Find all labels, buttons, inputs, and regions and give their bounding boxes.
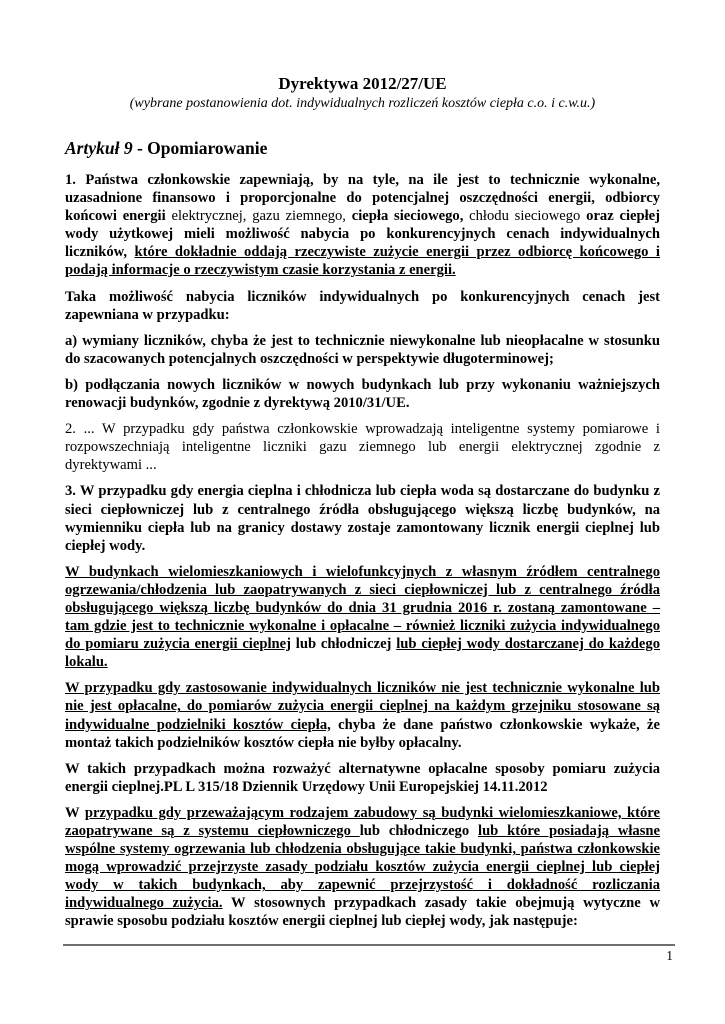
paragraph (65, 420, 660, 474)
paragraph (65, 563, 660, 672)
text-run: lub chłodniczej (290, 636, 397, 653)
text-run: W (65, 804, 85, 821)
paragraph (65, 171, 660, 280)
paragraph (65, 679, 660, 751)
document-body (65, 171, 660, 931)
footer-rule (63, 944, 675, 946)
text-run: 2. ... W przypadku gdy państwa członkowskie wprowadzają inteligentne systemy pomiarowe i rozpowszechniają inteligentne liczniki gazu ziemnego lub energii elektrycznej zgodnie z dyrektywami ... (65, 421, 660, 474)
text-run: lub ciepłej wody dostarczanej do każdego lokalu. (65, 636, 660, 671)
paragraph (65, 482, 660, 554)
text-run: chyba że dane państwo członkowskie wykaże, że montaż takich podzielników kosztów ciepła nie byłby opłacalny. (65, 716, 660, 751)
text-run: W takich przypadkach można rozważyć alternatywne opłacalne sposoby pomiaru zużycia energii cieplnej.PL L 315/18 Dziennik Urzędowy Unii Europejskiej 14.11.2012 (65, 760, 660, 795)
text-run: W przypadku gdy zastosowanie indywidualnych liczników nie jest technicznie wykonalne lub nie jest opłacalne, do pomiarów zużycia energii cieplnej na każdym grzejniku stosowane są indywidualne podzielniki kosztów ciepła, (65, 680, 660, 733)
text-run: b) podłączania nowych liczników w nowych budynkach lub przy wykonaniu ważniejszych renowacji budynków, zgodnie z dyrektywą 2010/31/UE. (65, 376, 660, 412)
text-run: które dokładnie oddają rzeczywiste zużycie energii przez odbiorcę końcowego i podają informacje o rzeczywistym czasie korzystania z energii. (65, 244, 660, 279)
text-run: 1. Państwa członkowskie zapewniają, by na tyle, na ile jest to technicznie wykonalne, uzasadnione finansowo i proporcjonalne do potencjalnej oszczędności energii, odbiorcy końcowi energii (65, 172, 660, 225)
text-run: W stosownych przypadkach zasady takie obejmują wytyczne w sprawie sposobu podziału kosztów energii cieplnej lub ciepłej wody, jak następuje: (65, 895, 661, 930)
text-run: przypadku gdy przeważającym rodzajem zabudowy są budynki wielomieszkaniowe, które zaopatrywane są z systemu ciepłowniczego (65, 804, 660, 839)
article-title: - Opomiarowanie (132, 138, 268, 158)
text-run: chłodu sieciowego (469, 208, 587, 225)
paragraph (65, 760, 660, 796)
document-subtitle: (wybrane postanowienia dot. indywidualnych rozliczeń kosztów ciepła c.o. i c.w.u.) (129, 96, 596, 111)
text-run: lub które posiadają własne wspólne systemy ogrzewania lub chłodzenia obsługujące takie budynki, państwa członkowskie mogą wprowadzić przejrzyste zasady podziału kosztów zużycia energii cieplnej lub ciepłej wody w takich budynkach, aby zapewnić przejrzystość i dokładność rozliczania indywidualnego zużycia. (65, 823, 661, 912)
text-run: oraz ciepłej wody użytkowej mieli możliwość nabycia po konkurencyjnych cenach indywidualnych liczników, (65, 208, 661, 261)
text-run: ciepła sieciowego, (351, 208, 470, 225)
paragraph (65, 804, 660, 931)
text-run: elektrycznej, gazu ziemnego, (171, 208, 352, 225)
article-number: Artykuł 9 (65, 138, 133, 158)
article-heading (65, 138, 660, 159)
text-run: Taka możliwość nabycia liczników indywidualnych po konkurencyjnych cenach jest zapewniana w przypadku: (65, 288, 660, 323)
text-run: 3. W przypadku gdy energia cieplna i chłodnicza lub ciepła woda są dostarczane do budynku z sieci ciepłowniczej lub z centralnego źródła obsługującego większą liczbę budynków, na wymienniku ciepła lub na granicy dostawy zostaje zamontowany licznik energii cieplnej lub ciepłej wody. (65, 483, 660, 554)
text-run: a) wymiany liczników, chyba że jest to technicznie niewykonalne lub nieopłacalne w stosunku do szacowanych potencjalnych oszczędności w perspektywie długoterminowej; (65, 332, 660, 367)
document-title: Dyrektywa 2012/27/UE (278, 74, 447, 93)
page-number: 1 (666, 948, 673, 963)
paragraph (65, 288, 660, 324)
paragraph (65, 376, 660, 412)
paragraph (65, 332, 660, 368)
text-run: W budynkach wielomieszkaniowych i wielofunkcyjnych z własnym źródłem centralnego ogrzewania/chłodzenia lub zaopatrywanych z sieci ciepłowniczej lub z centralnego źródła obsługującego większą liczbę budynków do dnia 31 grudnia 2016 r. zostaną zamontowane – tam gdzie jest to technicznie wykonalne i opłacalne – również liczniki zużycia indywidualnego do pomiaru zużycia energii cieplnej (65, 563, 660, 653)
text-run: lub chłodniczego (359, 823, 479, 839)
